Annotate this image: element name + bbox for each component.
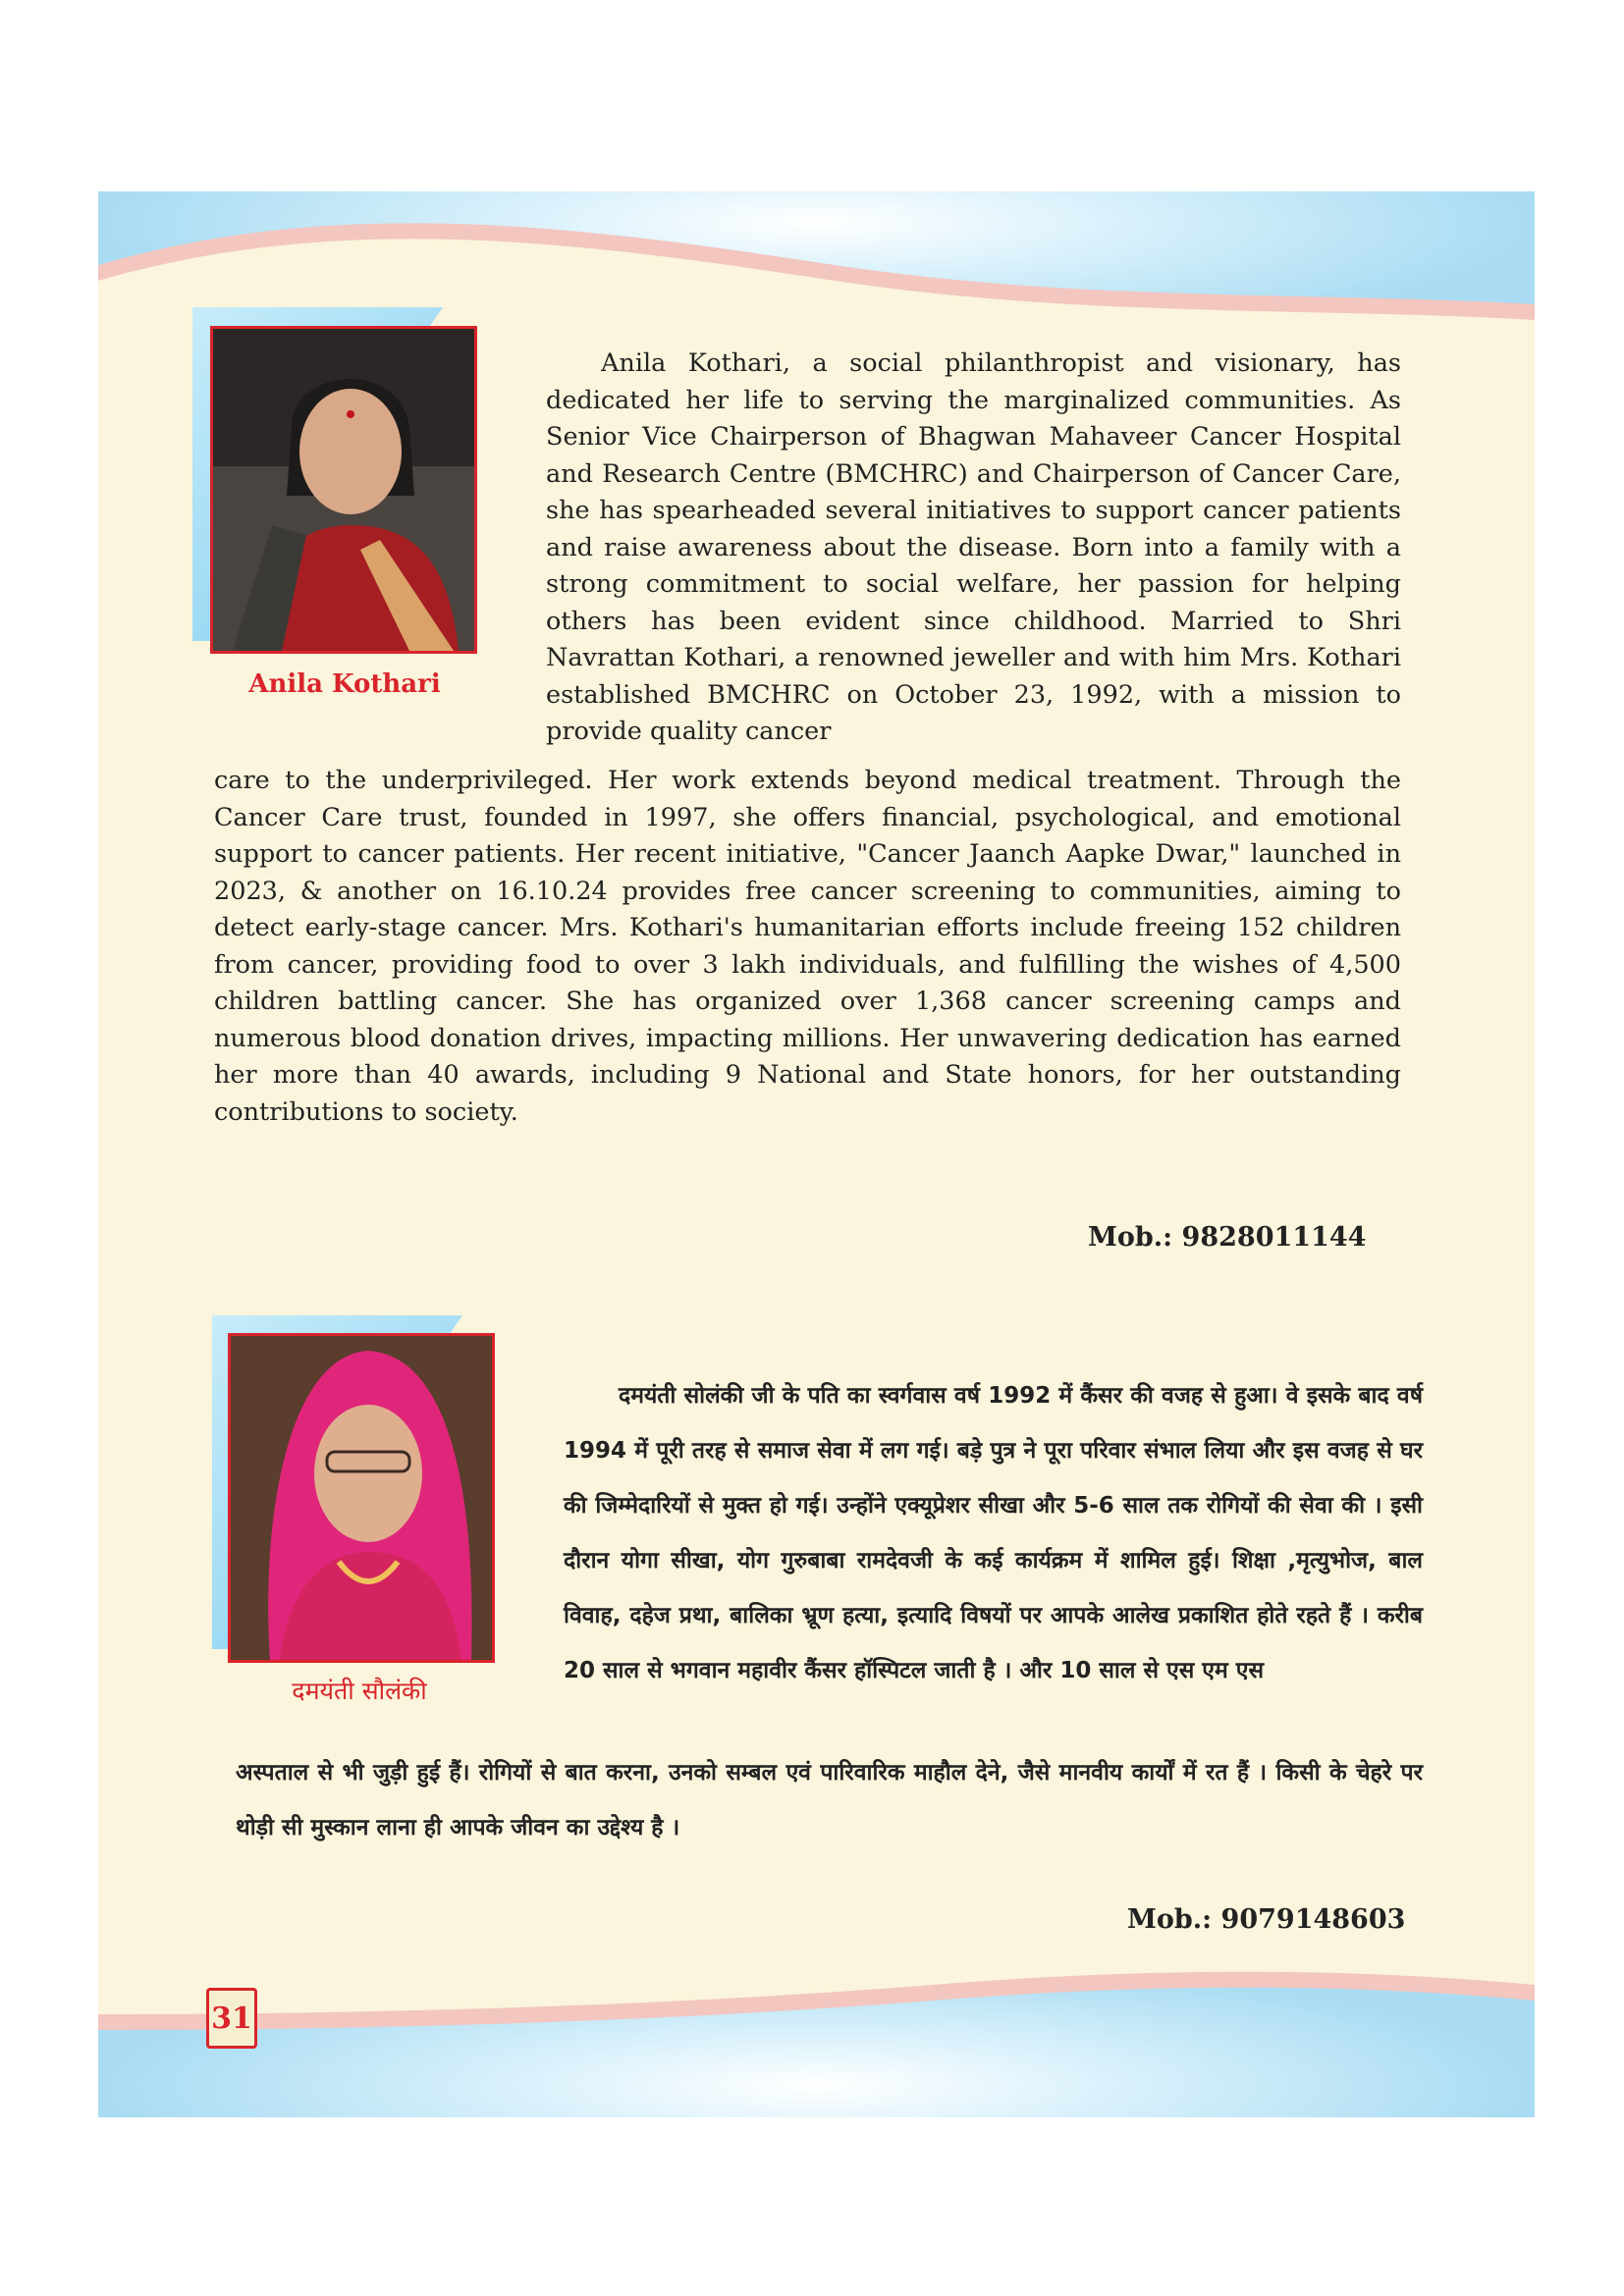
profile-bio-rest-anila-kothari: care to the underprivileged. Her work extends beyond medical treatment. Through the Cancer Care trust, founded in 1997, she offers financial, psychological, and emotional support to cancer patients. Her recent initiative, "Cancer Jaanch Aapke Dwar," launched in 2023, & another on 16.10.24 provides free cancer screening to communities, aiming to detect early-stage cancer. Mrs. Kothari's humanitarian efforts include freeing 152 children from cancer, providing food to over 3 lakh individuals, and fulfilling the wishes of 4,500 children battling cancer. She has organized over 1,368 cancer screening camps and numerous blood donation drives, impacting millions. Her unwavering dedication has earned her more than 40 awards, including 9 National and State honors, for her outstanding contributions to society.	[214, 766, 1401, 1127]
portrait-image	[213, 329, 474, 651]
profile-bio-intro-anila-kothari: Anila Kothari, a social philanthropist and visionary, has dedicated her life to serving the marginalized communities. As Senior Vice Chairperson of Bhagwan Mahaveer Cancer Hospital and Research Centre (BMCHRC) and Chairperson of Cancer Care, she has spearheaded several initiatives to support cancer patients and raise awareness about the disease. Born into a family with a strong commitment to social welfare, her passion for helping others has been evident since childhood. Married to Shri Navrattan Kothari, a renowned jeweller and with him Mrs. Kothari established BMCHRC on October 23, 1992, with a mission to provide quality cancer	[546, 348, 1401, 746]
portrait-bindi	[347, 410, 354, 418]
portrait-image-2	[231, 1336, 492, 1660]
portrait2-face	[314, 1405, 422, 1542]
profile-name-anila-kothari: Anila Kothari	[248, 669, 441, 699]
profile-bio-intro-damayanti-solanki: दमयंती सोलंकी जी के पति का स्वर्गवास वर्ष 1992 में कैंसर की वजह से हुआ। वे इसके बाद वर्ष 1994 में पूरी तरह से समाज सेवा में लग गई। बड़े पुत्र ने पूरा परिवार संभाल लिया और इस वजह से घर की जिम्मेदारियों से मुक्त हो गई। उन्होंने एक्यूप्रेशर सीखा और 5-6 साल तक रोगियों की सेवा की । इसी दौरान योगा सीखा, योग गुरुबाबा रामदेवजी के कई कार्यक्रम में शामिल हुई। शिक्षा ,मृत्युभोज, बाल विवाह, दहेज प्रथा, बालिका भ्रूण हत्या, इत्यादि विषयों पर आपके आलेख प्रकाशित होते रहते हैं । करीब 20 साल से भगवान महावीर कैंसर हॉस्पिटल जाती है । और 10 साल से एस एम एस	[564, 1383, 1423, 1683]
portrait-face	[299, 389, 402, 514]
profile-photo-anila-kothari	[210, 326, 477, 654]
page-number: 31	[206, 1988, 257, 2049]
profile-bio-rest-damayanti-solanki: अस्पताल से भी जुड़ी हुई हैं। रोगियों से बात करना, उनको सम्बल एवं पारिवारिक माहौल देने, जैसे मानवीय कार्यों में रत हैं । किसी के चेहरे पर थोड़ी सी मुस्कान लाना ही आपके जीवन का उद्देश्य है ।	[236, 1760, 1423, 1841]
profile-mobile-anila-kothari: Mob.: 9828011144	[1088, 1222, 1367, 1253]
profile-mobile-damayanti-solanki: Mob.: 9079148603	[1127, 1904, 1406, 1935]
profile-name-damayanti-solanki: दमयंती सौलंकी	[292, 1677, 427, 1705]
profile-photo-damayanti-solanki	[228, 1333, 495, 1663]
